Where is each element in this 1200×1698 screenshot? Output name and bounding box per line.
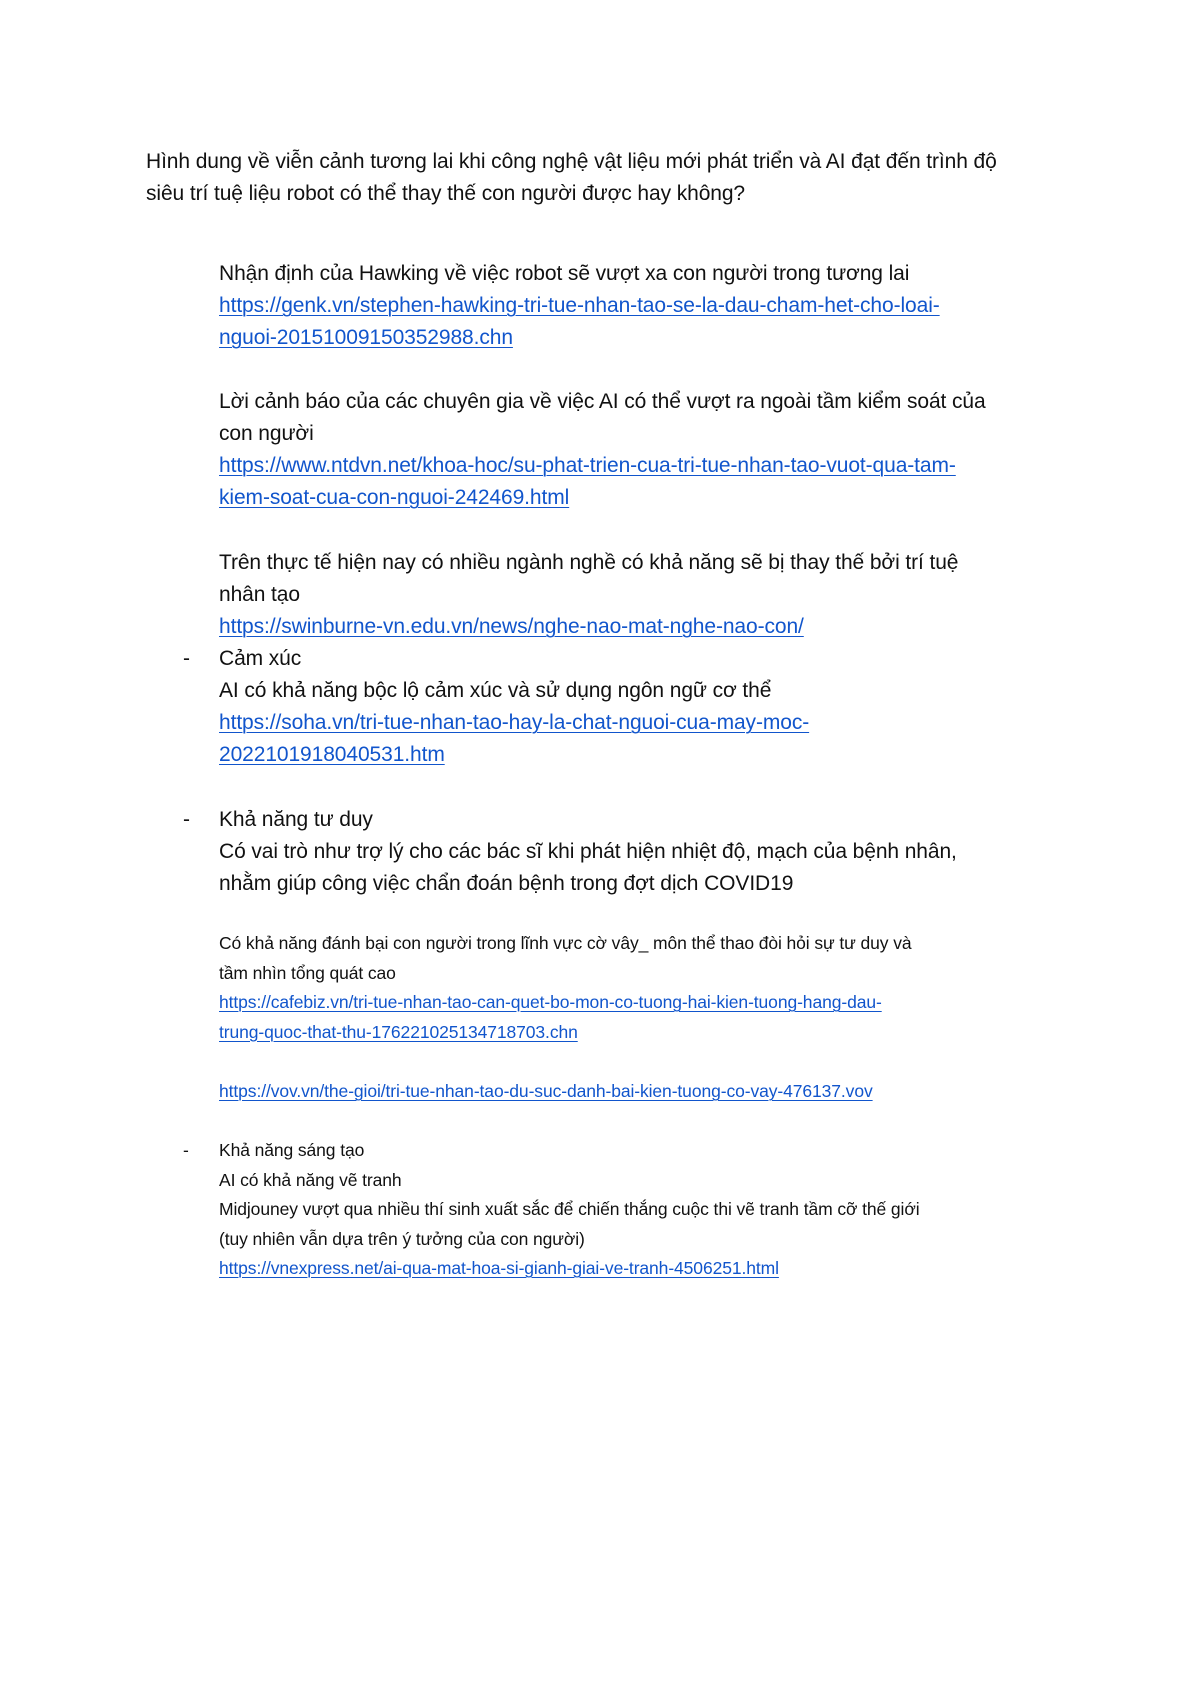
section-text: tầm nhìn tổng quát cao (219, 962, 396, 983)
section-text: nhằm giúp công việc chẩn đoán bệnh trong đợt dịch COVID19 (219, 872, 794, 895)
cafebiz-link[interactable]: trung-quoc-that-thu-176221025134718703.chn (219, 1021, 578, 1042)
section-text: con người (219, 422, 314, 445)
title-line: Hình dung về viễn cảnh tương lai khi công nghệ vật liệu mới phát triển và AI đạt đến trình độ (146, 150, 997, 173)
section-text: Có vai trò như trợ lý cho các bác sĩ khi phát hiện nhiệt độ, mạch của bệnh nhân, (219, 840, 957, 863)
section-text: Midjouney vượt qua nhiều thí sinh xuất sắc để chiến thắng cuộc thi vẽ tranh tầm cỡ thế giới (219, 1199, 920, 1219)
ntdvn-link[interactable]: https://www.ntdvn.net/khoa-hoc/su-phat-trien-cua-tri-tue-nhan-tao-vuot-qua-tam- (219, 454, 956, 477)
section-jobs (219, 547, 1099, 643)
vov-link[interactable]: https://vov.vn/the-gioi/tri-tue-nhan-tao-du-suc-danh-bai-kien-tuong-co-vay-476137.vov (219, 1081, 873, 1101)
section-expert-warning (219, 386, 1099, 514)
section-vov (219, 1077, 1099, 1107)
section-text: AI có khả năng vẽ tranh (219, 1169, 402, 1190)
section-go-game (219, 929, 1099, 1047)
bullet-dash: - (183, 647, 190, 670)
bullet-dash: - (183, 1140, 189, 1160)
section-text: (tuy nhiên vẫn dựa trên ý tưởng của con người) (219, 1228, 585, 1249)
section-emotions (219, 643, 1099, 771)
section-heading: Khả năng tư duy (219, 808, 373, 831)
soha-link[interactable]: 2022101918040531.htm (219, 743, 445, 766)
section-text: Trên thực tế hiện nay có nhiều ngành nghề có khả năng sẽ bị thay thế bởi trí tuệ (219, 551, 959, 574)
bullet-dash: - (183, 808, 190, 831)
section-text: Có khả năng đánh bại con người trong lĩnh vực cờ vây_ môn thể thao đòi hỏi sự tư duy và (219, 933, 912, 953)
cafebiz-link[interactable]: https://cafebiz.vn/tri-tue-nhan-tao-can-quet-bo-mon-co-tuong-hai-kien-tuong-hang-dau- (219, 992, 882, 1012)
ntdvn-link[interactable]: kiem-soat-cua-con-nguoi-242469.html (219, 486, 570, 509)
vnexpress-link[interactable]: https://vnexpress.net/ai-qua-mat-hoa-si-gianh-giai-ve-tranh-4506251.html (219, 1258, 779, 1278)
section-text: nhân tạo (219, 583, 300, 606)
document-title (146, 146, 1086, 210)
soha-link[interactable]: https://soha.vn/tri-tue-nhan-tao-hay-la-chat-nguoi-cua-may-moc- (219, 711, 810, 734)
section-heading: Cảm xúc (219, 647, 302, 670)
hawking-link[interactable]: nguoi-20151009150352988.chn (219, 326, 513, 349)
section-creativity (219, 1136, 1099, 1284)
swinburne-link[interactable]: https://swinburne-vn.edu.vn/news/nghe-nao-mat-nghe-nao-con/ (219, 615, 804, 638)
section-text: Nhận định của Hawking về việc robot sẽ vượt xa con người trong tương lai (219, 262, 910, 285)
section-text: Lời cảnh báo của các chuyên gia về việc AI có thể vượt ra ngoài tầm kiểm soát của (219, 390, 986, 413)
title-line: siêu trí tuệ liệu robot có thể thay thế con người được hay không? (146, 182, 746, 205)
section-hawking (219, 258, 1099, 354)
section-thinking (219, 804, 1099, 900)
section-text: AI có khả năng bộc lộ cảm xúc và sử dụng ngôn ngữ cơ thể (219, 679, 772, 702)
section-heading: Khả năng sáng tạo (219, 1140, 365, 1160)
hawking-link[interactable]: https://genk.vn/stephen-hawking-tri-tue-nhan-tao-se-la-dau-cham-het-cho-loai- (219, 294, 940, 317)
